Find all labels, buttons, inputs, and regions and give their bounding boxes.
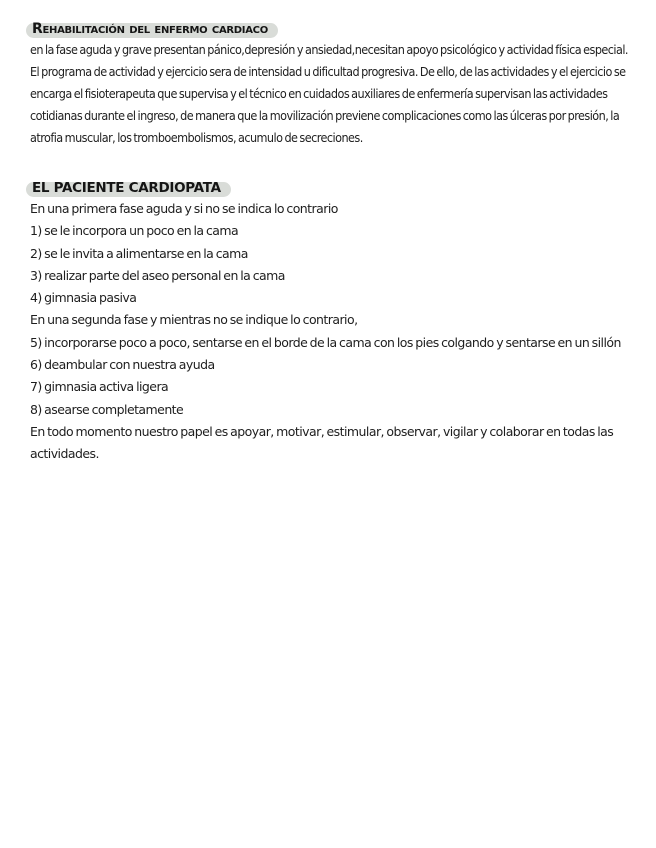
section-heading-cardiac-patient: EL PACIENTE CARDIOPATA <box>30 178 229 198</box>
list-item: 3) realizar parte del aseo personal en la cama <box>30 267 285 283</box>
list-item: 7) gimnasia activa ligera <box>30 379 169 395</box>
section-spacer <box>30 149 630 177</box>
list-intro-second-phase: En una segunda fase y mientras no se indique lo contrario, <box>30 312 358 328</box>
section-cardiac-patient <box>30 177 630 466</box>
list-item: 5) incorporarse poco a poco, sentarse en el borde de la cama con los pies colgando y sentarse en un sillón <box>30 334 621 350</box>
section-heading-rehabilitation: Rehabilitación del enfermo cardiaco <box>30 19 276 39</box>
closing-statement: En todo momento nuestro papel es apoyar, motivar, estimular, observar, vigilar y colaborar en todas las actividades. <box>30 423 614 462</box>
list-item: 1) se le incorpora un poco en la cama <box>30 223 239 239</box>
list-intro-first-phase: En una primera fase aguda y si no se indica lo contrario <box>30 201 338 216</box>
list-item: 4) gimnasia pasiva <box>30 290 137 306</box>
paragraph-acute-phase: en la fase aguda y grave presentan pánico,depresión y ansiedad,necesitan apoyo psicológico y actividad física especial. <box>30 42 628 57</box>
list-item: 6) deambular con nuestra ayuda <box>30 357 215 373</box>
paragraph-exercise-program: El programa de actividad y ejercicio sera de intensidad u dificultad progresiva. De ello, de las actividades y el ejercicio se encarga el fisioterapeuta que supervisa y el técnico en cuidados auxiliares de enfermería supervisan las actividades cotidianas durante el ingreso, de manera que la movilización previene complicaciones como las úlceras por presión, la atrofia muscular, los tromboembolismos, acumulo de secreciones. <box>30 64 626 145</box>
section-rehabilitation <box>30 18 630 149</box>
list-item: 8) asearse completamente <box>30 401 184 417</box>
document-page <box>30 18 630 466</box>
list-item: 2) se le invita a alimentarse en la cama <box>30 245 248 261</box>
